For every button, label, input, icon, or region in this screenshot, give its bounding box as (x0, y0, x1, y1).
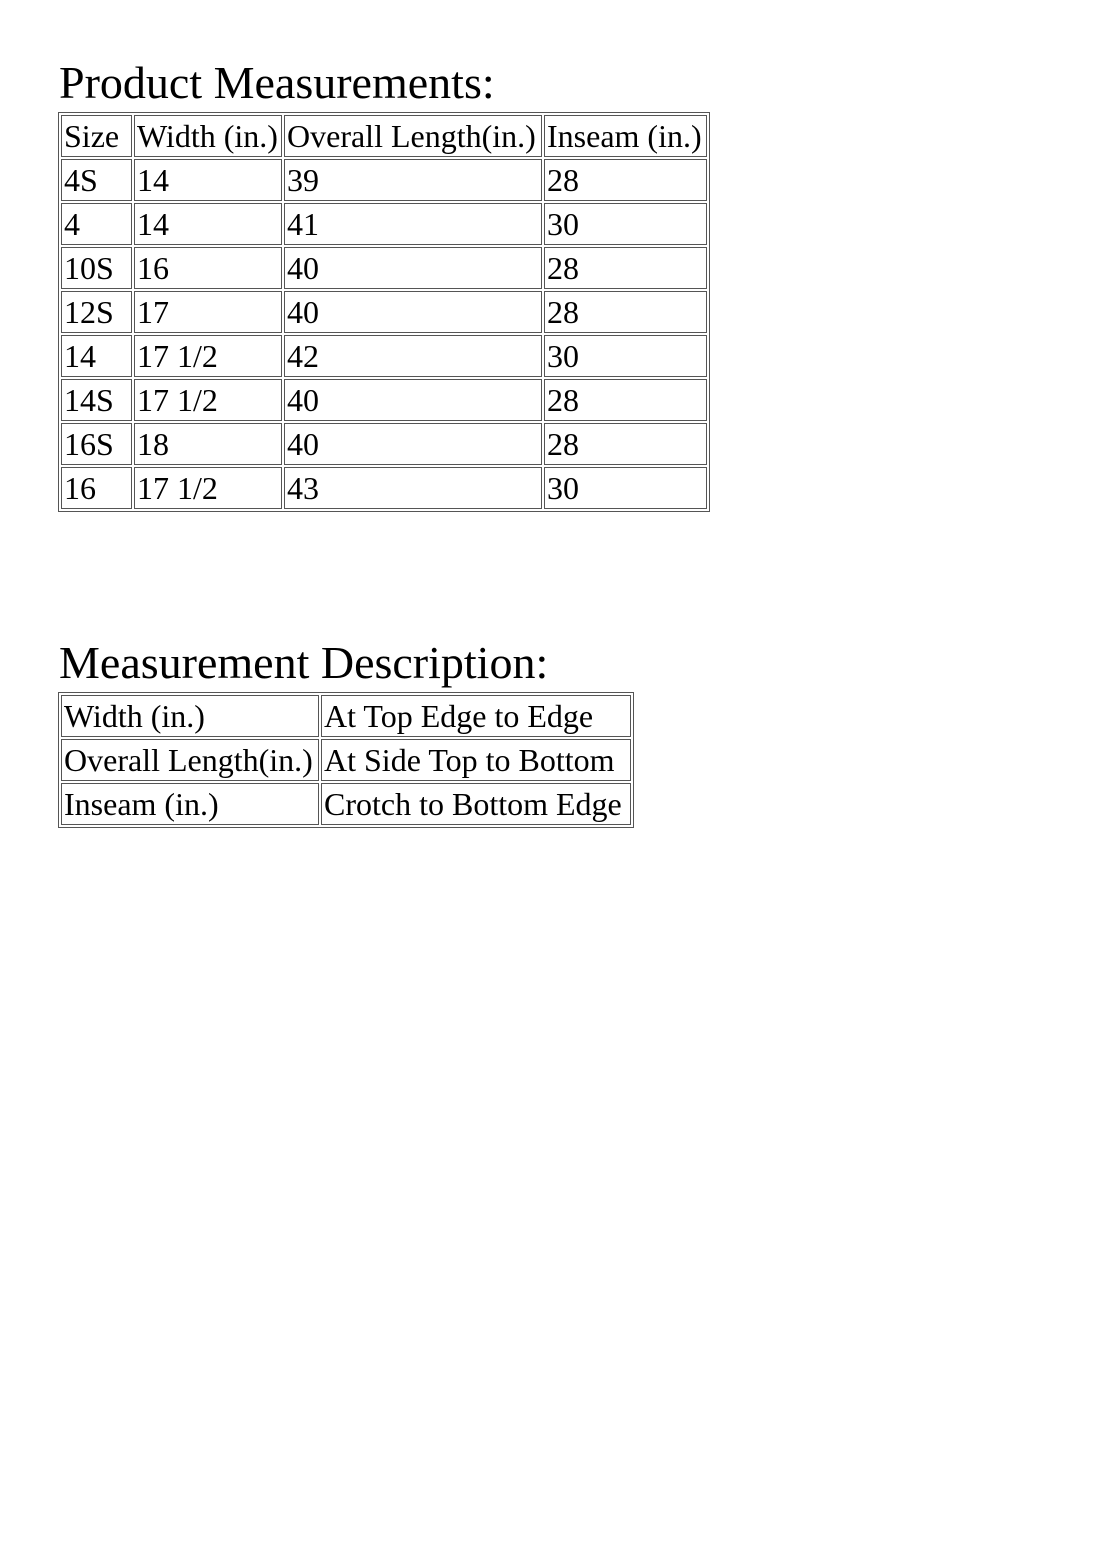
overall-length-cell: 40 (284, 423, 542, 465)
column-header-inseam: Inseam (in.) (544, 115, 707, 157)
measurement-term-cell: Overall Length(in.) (61, 739, 319, 781)
overall-length-cell: 42 (284, 335, 542, 377)
width-cell: 14 (134, 159, 282, 201)
inseam-cell: 28 (544, 247, 707, 289)
table-row (61, 783, 631, 825)
size-cell: 10S (61, 247, 132, 289)
width-cell: 17 (134, 291, 282, 333)
table-row (61, 335, 707, 377)
table-row (61, 695, 631, 737)
table-row (61, 247, 707, 289)
product-measurements-heading: Product Measurements: (59, 57, 495, 108)
inseam-cell: 30 (544, 467, 707, 509)
overall-length-cell: 41 (284, 203, 542, 245)
width-cell: 17 1/2 (134, 379, 282, 421)
overall-length-cell: 43 (284, 467, 542, 509)
measurement-method-cell: Crotch to Bottom Edge (321, 783, 631, 825)
table-row (61, 291, 707, 333)
table-row (61, 379, 707, 421)
size-cell: 4S (61, 159, 132, 201)
inseam-cell: 28 (544, 291, 707, 333)
overall-length-cell: 40 (284, 291, 542, 333)
measurement-description-heading: Measurement Description: (59, 637, 549, 688)
column-header-overall-length: Overall Length(in.) (284, 115, 542, 157)
width-cell: 17 1/2 (134, 467, 282, 509)
table-row (61, 203, 707, 245)
column-header-width: Width (in.) (134, 115, 282, 157)
table-row (61, 423, 707, 465)
measurement-description-table (58, 692, 634, 828)
measurement-term-cell: Width (in.) (61, 695, 319, 737)
inseam-cell: 28 (544, 379, 707, 421)
inseam-cell: 28 (544, 159, 707, 201)
width-cell: 14 (134, 203, 282, 245)
measurement-method-cell: At Side Top to Bottom (321, 739, 631, 781)
overall-length-cell: 40 (284, 379, 542, 421)
size-cell: 14 (61, 335, 132, 377)
measurement-term-cell: Inseam (in.) (61, 783, 319, 825)
table-row (61, 739, 631, 781)
size-cell: 16S (61, 423, 132, 465)
width-cell: 16 (134, 247, 282, 289)
table-row (61, 159, 707, 201)
inseam-cell: 30 (544, 335, 707, 377)
product-measurements-table (58, 112, 710, 512)
measurement-method-cell: At Top Edge to Edge (321, 695, 631, 737)
column-header-size: Size (61, 115, 132, 157)
size-cell: 16 (61, 467, 132, 509)
size-cell: 4 (61, 203, 132, 245)
overall-length-cell: 40 (284, 247, 542, 289)
size-cell: 14S (61, 379, 132, 421)
inseam-cell: 28 (544, 423, 707, 465)
table-row (61, 467, 707, 509)
width-cell: 18 (134, 423, 282, 465)
size-cell: 12S (61, 291, 132, 333)
inseam-cell: 30 (544, 203, 707, 245)
width-cell: 17 1/2 (134, 335, 282, 377)
table-header-row (61, 115, 707, 157)
overall-length-cell: 39 (284, 159, 542, 201)
